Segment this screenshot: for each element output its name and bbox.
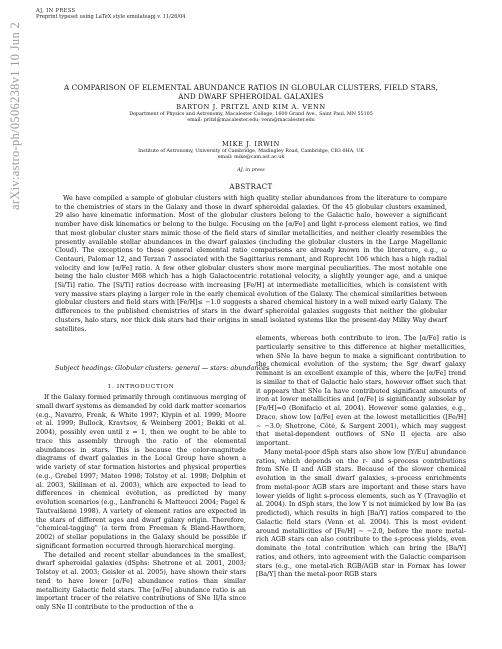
abstract-text: We have compiled a sample of globular clusters with high quality stellar abundances from the literature to compare to the chemistries of stars in the Galaxy and those in dwarf spheroidal galaxies. Of the 45 globular clusters examined, 29 also have kinematic information. Most of the globular clusters belong to the Galactic halo, however a significant number have disk kinematics or belong to the bulge. Focusing on the [α/Fe] and light r-process element ratios, we find that most globular cluster stars mimic those of the field stars of similar metallicities, and neither clearly resembles the presently available stellar abundances in the dwarf galaxies (including the globular clusters in the Large Magellanic Cloud). The exceptions to these general elemental ratio comparisons are already known in the literature, e.g., ω Centauri, Palomar 12, and Terzan 7 associated with the Sagittarius remnant, and Ruprecht 106 which has a high radial velocity and low [α/Fe] ratio. A few other globular clusters show more marginal peculiarities. The most notable one being the halo cluster M68 which has a high Galactocentric rotational velocity, a slightly younger age, and a unique [Si/Ti] ratio. The [Si/Ti] ratios decrease with increasing [Fe/H] at intermediate metallicities, which is consistent with very massive stars playing a larger role in the early chemical evolution of the Galaxy. The chemical similarities between globular clusters and field stars with [Fe/H]≤ −1.0 suggests a shared chemical history in a well mixed early Galaxy. The differences to the published chemistries of stars in the dwarf spheroidal galaxies suggests that neither the globular clusters, halo stars, nor thick disk stars had their origins in small isolated systems like the present-day Milky Way dwarf satellites. [55, 194, 447, 333]
affiliation-2-dept: Institute of Astronomy, University of Cambridge, Madingley Road, Cambridge, CB3 0HA, UK [138, 149, 364, 154]
affiliation-1-email: email: pritzl@macalester.edu; venn@macalester.edu [187, 118, 315, 123]
preprint-note: Preprint typeset using LaTeX style emulateapj v. 11/26/04 [36, 14, 186, 21]
intro-paragraph-1: If the Galaxy formed primarily through continuous merging of small dwarf systems as demanded by cold dark matter scenarios (e.g., Navarro, Frenk, & White 1997; Klypin et al. 1999; Moore et al. 1999; Bullock, Kravtsov, & Weinberg 2001; Bekki et al. 2004), possibly even until z = 1, then we ought to be able to trace this assembly through the ratio of the elemental abundances in stars. This is because the color-magnitude diagrams of dwarf galaxies in the Local Group have shown a wide variety of star formation histories and physical properties (e.g., Grebel 1997; Mateo 1998; Tolstoy et al. 1998; Dolphin et al. 2003, Skillman et al. 2003), which are expected to lead to differences in chemical evolution, as predicted by many evolution scenarios (e.g., Lanfranchi & Matteucci 2004; Pagel & Tautvaišienė 1998). A variety of element ratios are expected in the stars of different ages and dwarf galaxy origin. Therefore, "chemical-tagging" (a term from Freeman & Bland-Hawthorn, 2002) of stellar populations in the Galaxy should be possible if significant formation occurred through hierarchical merging. [36, 393, 246, 550]
author-2: MIKE J. IRWIN [222, 140, 280, 148]
affiliation-1-dept: Department of Physics and Astronomy, Macalester College, 1600 Grand Ave., Saint Paul, MN 55105 [129, 112, 373, 117]
affiliation-2 [36, 149, 466, 161]
affiliation-1 [36, 112, 466, 124]
left-column [36, 393, 246, 612]
abstract-heading: ABSTRACT [229, 183, 273, 191]
aj-in-press: AJ, in press [237, 168, 265, 173]
arxiv-stamp-text: arXiv:astro-ph/0506238v1 10 Jun 2005 [8, 22, 22, 210]
paper-title: A COMPARISON OF ELEMENTAL ABUNDANCE RATIOS IN GLOBULAR CLUSTERS, FIELD STARS, AND DWARF SPHEROIDAL GALAXIES [63, 83, 439, 101]
intro-paragraph-2: The detailed and recent stellar abundances in the smallest, dwarf spheroidal galaxies (dSphs: Shetrone et al. 2001, 2003; Tolstoy et al. 2003; Geisler et al. 2005), have shown their stars tend to have lower [α/Fe] abundance ratios than similar metallicity Galactic field stars. The [α/Fe] abundance ratio is an important tracer of the relative contributions of SNe II/Ia since only SNe II contribute to the production of the α [36, 550, 246, 611]
section-heading: 1. INTRODUCTION [107, 384, 175, 390]
right-column [256, 334, 466, 579]
journal-header [36, 8, 186, 21]
intro-paragraph-2-continued: elements, whereas both contribute to iron. The [α/Fe] ratio is particularly sensitive to this difference at higher metallicities, when SNe Ia have begun to make a significant contribution to the chemical evolution of the system; the Sgr dwarf galaxy remnant is an excellent example of this, where the [α/Fe] trend is similar to that of Galactic halo stars, however offset such that it appears that SNe Ia have contributed significant amounts of iron at lower metallicities and [α/Fe] is significantly subsolar by [Fe/H]=0 (Bonifacio et al. 2004). However some galaxies, e.g., Draco, show low [α/Fe] even at the lowest metallicities ([Fe/H] ∼ −3.0; Shetrone, Côté, & Sargent 2001), which may suggest that metal-dependent outflows of SNe II ejecta are also important. [256, 334, 466, 447]
intro-paragraph-3: Many metal-poor dSph stars also show low [Y/Eu] abundance ratios, which depends on the r- and s-process contributions from SNe II and AGB stars. Because of the slower chemical evolution in the small dwarf galaxies, s-process enrichments from metal-poor AGB stars are important and these stars have lower yields of light s-process elements, such as Y (Travaglio et al. 2004). In dSph stars, the low Y is not mimicked by low Ba (as predicted), which results in high [Ba/Y] ratios compared to the Galactic field stars (Venn et al. 2004). This is most evident around metallicities of [Fe/H] ∼ −2.0, before the more metal-rich AGB stars can also contribute to the s-process yields, even dominate the total contribution which can bring the [Ba/Y] ratios, and others, into agreement with the Galactic comparison stars (e.g., one metal-rich RGB/AGB star in Fornax has lower [Ba/Y] than the metal-poor RGB stars [256, 447, 466, 579]
affiliation-2-email: email: mike@cam.ast.ac.uk [217, 155, 285, 160]
subject-headings: Subject headings: Globular clusters: general — stars: abundances [55, 364, 270, 372]
arxiv-stamp [2, 22, 26, 212]
authors: BARTON J. PRITZL AND KIM A. VENN [176, 103, 326, 111]
journal-name: AJ, IN PRESS [36, 8, 76, 14]
